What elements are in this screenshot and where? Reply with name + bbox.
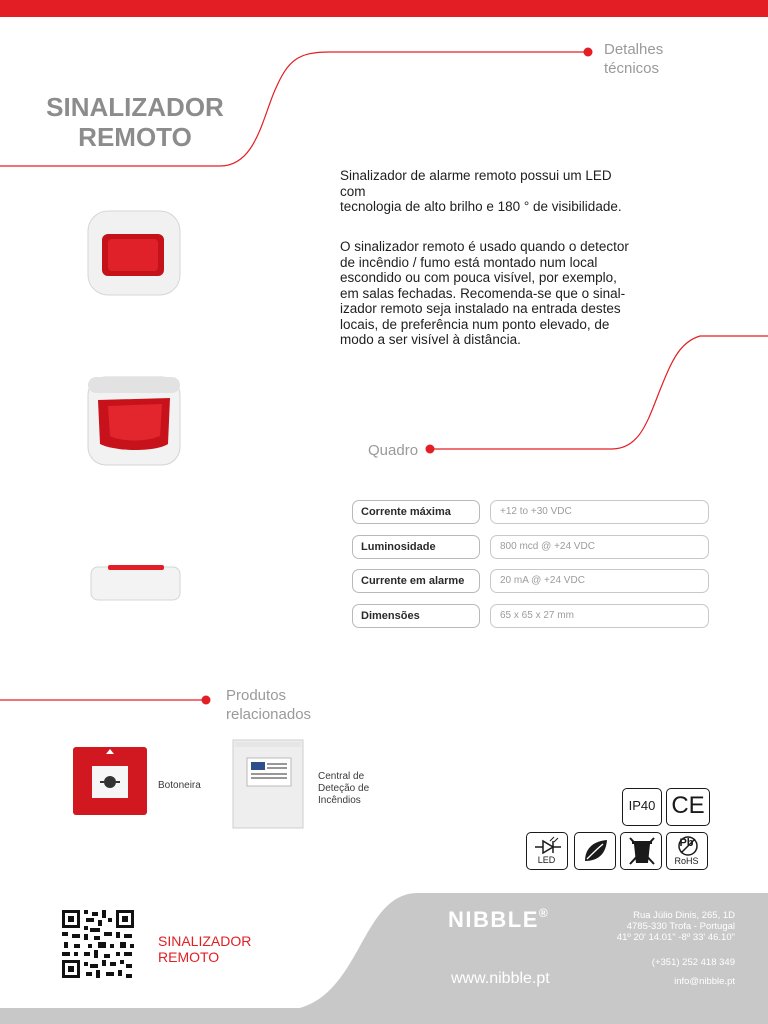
ip40-label: IP40 <box>628 798 656 813</box>
botoneira-image <box>72 746 148 816</box>
description-paragraph-2: O sinalizador remoto é usado quando o detector de incêndio / fumo está montado num local escondido ou com pouca visível, por exemplo, em salas fechadas. Recomenda-se que o sinal- izador remoto seja instalado na entrada destes locais, de preferência num ponto elevado, de modo a ser visível à distância. <box>340 239 629 347</box>
qr-code <box>60 908 136 980</box>
contact-phone: (+351) 252 418 349 <box>651 957 735 968</box>
description-paragraph-1: Sinalizador de alarme remoto possui um LED com tecnologia de alto brilho e 180 ° de visibilidade. <box>340 168 622 214</box>
registered-mark: ® <box>538 906 550 920</box>
ce-badge <box>666 788 710 826</box>
spec-value-corrente-maxima: +12 to +30 VDC <box>490 500 709 524</box>
company-address <box>560 910 735 943</box>
spec-value-dimensoes: 65 x 65 x 27 mm <box>490 604 709 628</box>
related-central-line-1: Central de <box>318 771 365 782</box>
page-title-line-1: SINALIZADOR <box>46 92 224 122</box>
footer-band <box>0 1008 768 1024</box>
spec-value-corrente-alarme: 20 mA @ +24 VDC <box>490 569 709 593</box>
eco-badge <box>574 832 616 870</box>
related-products-title <box>226 686 311 724</box>
ip40-badge <box>622 788 662 826</box>
crossed-bin-icon <box>627 836 657 866</box>
footer-product-name <box>158 933 251 965</box>
footer-product-line-2: REMOTO <box>158 949 220 965</box>
spec-label-corrente-maxima: Corrente máxima <box>352 500 480 524</box>
product-image-angle <box>86 374 182 468</box>
quadro-label: Quadro <box>368 442 419 459</box>
contact-email[interactable]: info@nibble.pt <box>674 976 735 987</box>
spec-value-luminosidade: 800 mcd @ +24 VDC <box>490 535 709 559</box>
footer-product-line-1: SINALIZADOR <box>158 933 252 949</box>
related-title-line-1: Produtos <box>226 687 287 704</box>
page-title <box>20 92 250 152</box>
weee-badge <box>620 832 662 870</box>
product-image-front <box>86 208 182 298</box>
related-title-line-2: relacionados <box>226 706 312 723</box>
related-central-line-2: Deteção de <box>318 783 370 794</box>
page-title-line-2: REMOTO <box>78 122 192 152</box>
rohs-badge <box>666 832 708 870</box>
spec-label-corrente-alarme: Currente em alarme <box>352 569 480 593</box>
rohs-label: RoHS <box>674 856 699 866</box>
diode-icon <box>533 836 563 854</box>
product-image-side <box>90 562 182 602</box>
website-link[interactable]: www.nibble.pt <box>451 970 550 987</box>
address-coords: 41º 20' 14.01" -8º 33' 46.10" <box>616 932 735 943</box>
ce-mark: CE <box>671 792 705 819</box>
leaf-icon <box>581 837 609 865</box>
pb-label: Pb <box>679 837 694 849</box>
related-central-line-3: Incêndios <box>318 795 361 806</box>
led-label: LED <box>537 855 556 865</box>
address-line-1: Rua Júlio Dinis, 265, 1D <box>633 910 735 921</box>
address-line-2: 4785-330 Trofa - Portugal <box>626 921 735 932</box>
section-title-line-1: Detalhes <box>604 41 664 58</box>
section-title-line-2: técnicos <box>604 60 660 77</box>
nibble-logo <box>448 906 549 934</box>
related-item-botoneira: Botoneira <box>158 780 201 791</box>
section-title-detalhes <box>604 40 663 78</box>
spec-label-dimensoes: Dimensões <box>352 604 480 628</box>
central-detecao-image <box>231 738 307 832</box>
spec-label-luminosidade: Luminosidade <box>352 535 480 559</box>
brand-name: NIBBLE <box>448 907 539 932</box>
related-item-central <box>318 771 369 807</box>
led-badge <box>526 832 568 870</box>
